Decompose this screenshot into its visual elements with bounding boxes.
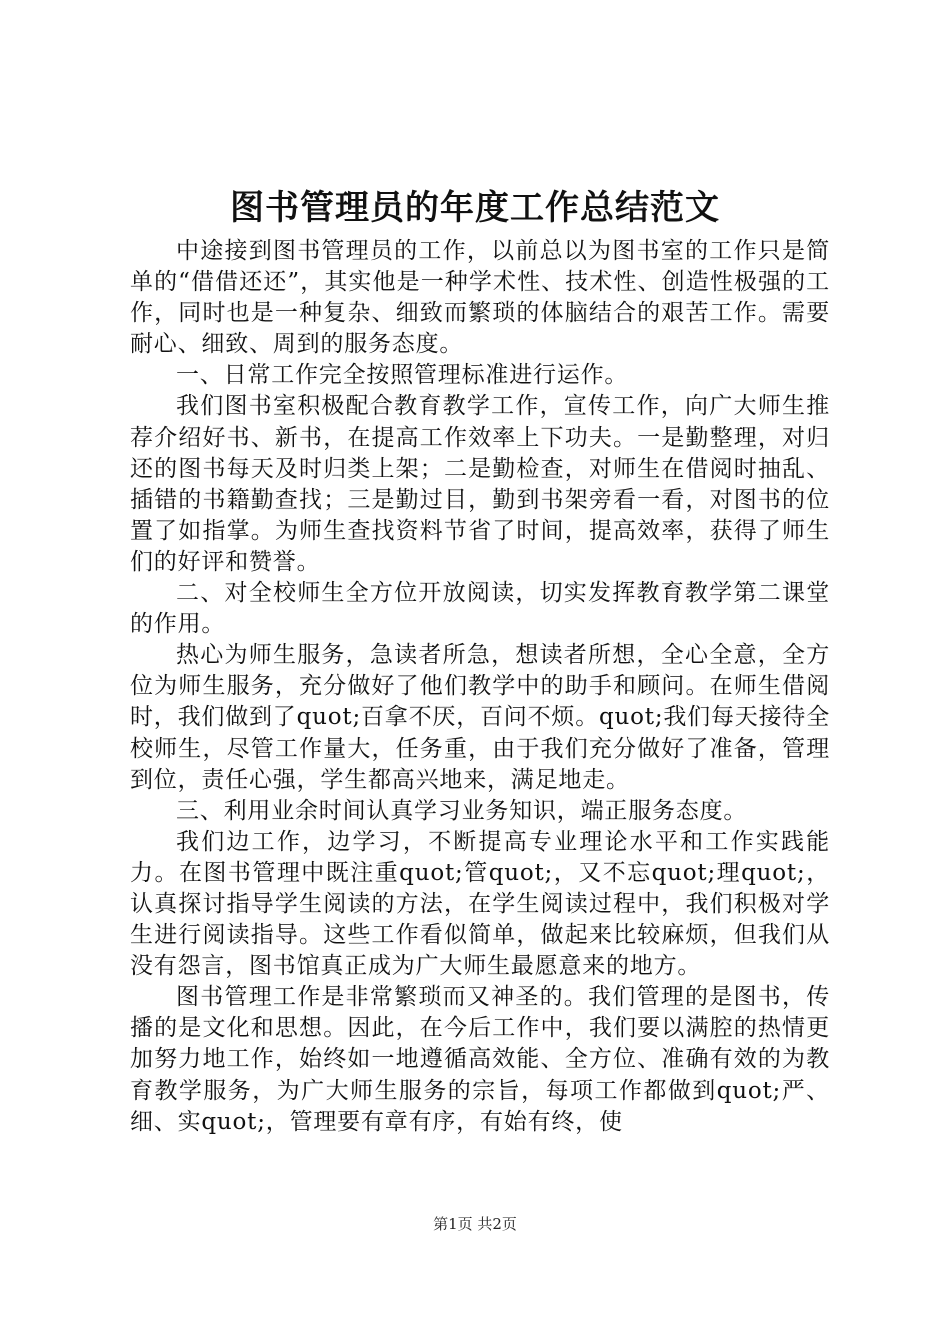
document-body	[130, 236, 830, 1138]
document-title: 图书管理员的年度工作总结范文	[230, 188, 720, 228]
page-number-footer: 第1页 共2页	[433, 1215, 517, 1233]
section-heading-2: 二、对全校师生全方位开放阅读，切实发挥教育教学第二课堂的作用。	[130, 580, 830, 638]
paragraph-conclusion: 图书管理工作是非常繁琐而又神圣的。我们管理的是图书，传播的是文化和思想。因此，在今后工作中，我们要以满腔的热情更加努力地工作，始终如一地遵循高效能、全方位、准确有效的为教育教学服务，为广大师生服务的宗旨，每项工作都做到quot;严、细、实quot;，管理要有章有序，有始有终，使	[130, 984, 830, 1135]
paragraph-intro: 中途接到图书管理员的工作，以前总以为图书室的工作只是简单的“借借还还”，其实他是一种学术性、技术性、创造性极强的工作，同时也是一种复杂、细致而繁琐的体脑结合的艰苦工作。需要耐心、细致、周到的服务态度。	[130, 238, 830, 358]
section-heading-3: 三、利用业余时间认真学习业务知识，端正服务态度。	[176, 797, 748, 824]
section-heading-1: 一、日常工作完全按照管理标准进行运作。	[176, 362, 629, 389]
paragraph-section-3: 我们边工作，边学习，不断提高专业理论水平和工作实践能力。在图书管理中既注重quot;管quot;，又不忘quot;理quot;，认真探讨指导学生阅读的方法，在学生阅读过程中，我们积极对学生进行阅读指导。这些工作看似简单，做起来比较麻烦，但我们从没有怨言，图书馆真正成为广大师生最愿意来的地方。	[130, 828, 830, 980]
paragraph-section-1: 我们图书室积极配合教育教学工作，宣传工作，向广大师生推荐介绍好书、新书，在提高工作效率上下功夫。一是勤整理，对归还的图书每天及时归类上架；二是勤检查，对师生在借阅时抽乱、插错的书籍勤查找；三是勤过目，勤到书架旁看一看，对图书的位置了如指掌。为师生查找资料节省了时间，提高效率，获得了师生们的好评和赞誉。	[130, 393, 830, 575]
paragraph-section-2: 热心为师生服务，急读者所急，想读者所想，全心全意，全方位为师生服务，充分做好了他们教学中的助手和顾问。在师生借阅时，我们做到了quot;百拿不厌，百问不烦。quot;我们每天接待全校师生，尽管工作量大，任务重，由于我们充分做好了准备，管理到位，责任心强，学生都高兴地来，满足地走。	[130, 642, 830, 793]
